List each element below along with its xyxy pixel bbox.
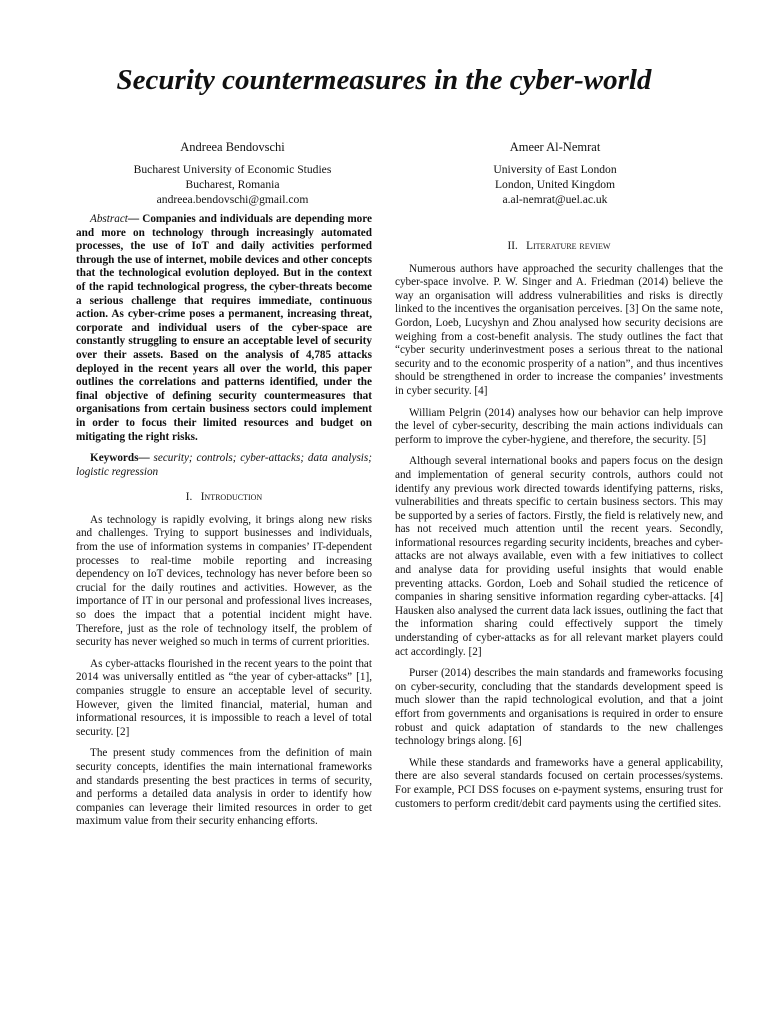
keywords-text: security; controls; cyber-attacks; data analysis; logistic regression bbox=[76, 452, 372, 478]
keywords bbox=[76, 452, 372, 479]
section-number: II. bbox=[507, 240, 518, 252]
section-heading-literature-review bbox=[395, 240, 723, 254]
author-block-1 bbox=[80, 140, 385, 207]
paragraph: Numerous authors have approached the security challenges that the cyber-space involve. P. W. Singer and A. Friedman (2014) believe the way an organisation will address vulnerabilities and risks is directly linked to the incentives the organisation perceives. [3] On the same note, Gordon, Loeb, Lucyshyn and Zhou analysed how security decisions are weighing from a cost-benefit analysis. The study outlines the fact that “cyber security underinvestment poses a serious threat to the national security and to the economic prosperity of a nation”, and thus incentives should be strengthened in order to increase the companies’ investments in cyber security. [4] bbox=[395, 262, 723, 397]
author-affiliation: Bucharest University of Economic Studies bbox=[133, 163, 332, 176]
left-column bbox=[76, 213, 372, 837]
section-number: I. bbox=[185, 491, 193, 504]
paragraph: William Pelgrin (2014) analyses how our behavior can help improve the level of cyber-security, describing the main actions individuals can perform to improve the cyber-hygiene, and therefore, the security. [5] bbox=[395, 406, 723, 446]
paragraph: As technology is rapidly evolving, it brings along new risks and challenges. Trying to support businesses and individuals, from the use of information systems in companies’ IT-dependent processes to real-time mobile reporting and increasing dependency on IoT devices, technology has never before been so crucial for the daily routines and activities. However, as the importance of IT in our personal and professional lives increases, so does the impact that a potential incident might have. Therefore, just as the role of technology itself, the problem of security has never weighed so much in terms of current priorities. bbox=[76, 513, 372, 649]
author-name: Andreea Bendovschi bbox=[180, 140, 285, 154]
section-heading-introduction bbox=[76, 491, 372, 505]
author-location: Bucharest, Romania bbox=[185, 178, 280, 191]
paragraph: As cyber-attacks flourished in the recent years to the point that 2014 was universally entitled as “the year of cyber-attacks” [1], companies struggle to ensure an acceptable level of security. However, given the limited financial, material, human and informational resources, it is impossible to reach a level of total security. [2] bbox=[76, 657, 372, 738]
right-column bbox=[395, 240, 723, 819]
abstract bbox=[76, 213, 372, 444]
author-affiliation: University of East London bbox=[493, 163, 617, 176]
author-name: Ameer Al-Nemrat bbox=[509, 140, 601, 154]
paper-title: Security countermeasures in the cyber-world bbox=[116, 64, 652, 96]
author-block-2 bbox=[400, 140, 710, 207]
keywords-label: Keywords— bbox=[90, 452, 150, 465]
paragraph: The present study commences from the definition of main security concepts, identifies the main international frameworks and standards presenting the best practices in terms of security, and performs a detailed data analysis in order to identify how companies can leverage their limited resources in order to get maximum value from their security enhancing efforts. bbox=[76, 747, 372, 828]
abstract-text: — Companies and individuals are depending more and more on technology through increasingly automated processes, the use of IoT and daily activities performed through the use of internet, mobile devices and other concepts that the technological evolution deployed. But in the context of the rapid technological progress, the cyber-threats become a serious challenge that requires immediate, continuous action. As cyber-crime poses a permanent, increasing threat, corporate and individual users of the cyber-space are constantly struggling to ensure an acceptable level of security over their assets. Based on the analysis of 4,785 attacks deployed in the recent years all over the world, this paper outlines the correlations and patterns identified, under the final objective of defining security countermeasures that organisations from certain business sectors could implement in order to focus their limited resources and budget on mitigating the right risks. bbox=[76, 213, 372, 443]
section-title: Literature review bbox=[526, 240, 611, 252]
abstract-label: Abstract bbox=[90, 213, 128, 225]
author-location: London, United Kingdom bbox=[494, 178, 616, 191]
author-email: a.al-nemrat@uel.ac.uk bbox=[502, 193, 608, 206]
paragraph: While these standards and frameworks have a general applicability, there are also several standards focused on certain processes/systems. For example, PCI DSS focuses on e-payment systems, ensuring trust for customers to perform credit/debit card payments using the certified sites. bbox=[395, 756, 723, 810]
paragraph: Purser (2014) describes the main standards and frameworks focusing on cyber-security, concluding that the standards development speed is much slower than the rapid technological evolution, and that a joint effort from governments and organisations is required in order to ensure robust and quick adaptation of standards to the new challenges technology brings along. [6] bbox=[395, 667, 723, 748]
paragraph: Although several international books and papers focus on the design and implementation of general security controls, authors could not identify any previous work directed towards identifying patterns, risks, vulnerabilities and threats specific to certain business sectors. This may be supported by a series of factors. Firstly, the field is relatively new, and has not received much attention until the recent years. Secondly, informational resources regarding security incidents, breaches and cyber-attacks are not always available, even with a few initiatives to collect and analyse data for providing useful insights that would enable preventing attacks. Gordon, Loeb and Sohail studied the reticence of companies in sharing sensitive information regarding cyber-attacks. [4] Hausken also analysed the current data lack issues, outlining the fact that the information sharing could effectively support the timely understanding of cyber-attacks as for all relevant market players could act accordingly. [2] bbox=[395, 455, 723, 658]
section-title: Introduction bbox=[200, 491, 263, 504]
author-email: andreea.bendovschi@gmail.com bbox=[156, 193, 309, 206]
